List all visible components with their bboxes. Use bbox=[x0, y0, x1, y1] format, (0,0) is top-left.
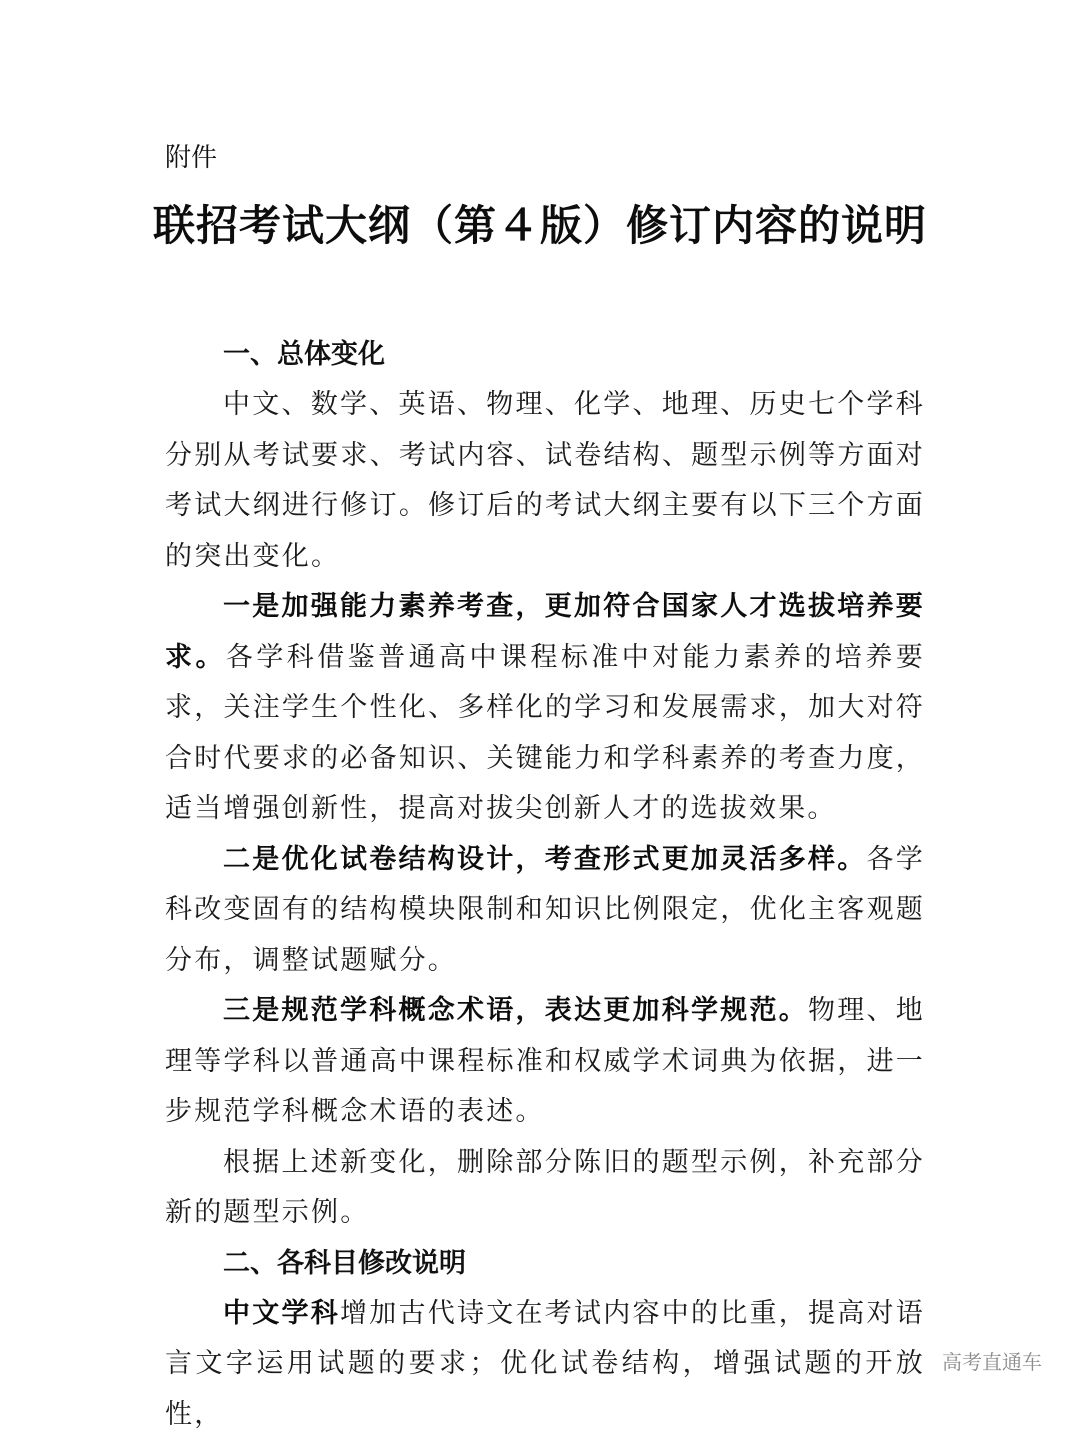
paragraph-bold-lead: 二是优化试卷结构设计，考查形式更加灵活多样。 bbox=[223, 844, 867, 875]
paragraph-text: 各学科借鉴普通高中课程标准中对能力素养的培养要求，关注学生个性化、多样化的学习和发展需求，加大对符合时代要求的必备知识、关键能力和学科素养的考查力度，适当增强创新性，提高对拔尖创新人才的选拔效果。 bbox=[165, 642, 925, 825]
paragraph-bold-lead: 中文学科 bbox=[223, 1298, 340, 1329]
paragraph-point-three bbox=[165, 986, 925, 1138]
paragraph-text: 根据上述新变化，删除部分陈旧的题型示例，补充部分新的题型示例。 bbox=[165, 1147, 925, 1229]
paragraph-point-two bbox=[165, 835, 925, 987]
paragraph-text: 中文、数学、英语、物理、化学、地理、历史七个学科分别从考试要求、考试内容、试卷结构、题型示例等方面对考试大纲进行修订。修订后的考试大纲主要有以下三个方面的突出变化。 bbox=[165, 389, 925, 572]
section-heading-overall-changes: 一、总体变化 bbox=[165, 330, 925, 380]
document-title: 联招考试大纲（第４版）修订内容的说明 bbox=[0, 196, 1080, 256]
paragraph-chinese-subject bbox=[165, 1289, 925, 1440]
watermark-label: 高考直通车 bbox=[942, 1349, 1042, 1375]
paragraph-bold-lead: 三是规范学科概念术语，表达更加科学规范。 bbox=[223, 995, 808, 1026]
paragraph-bold-lead: 一是加强能力素养考查，更加符合国家人才选拔培养要求。 bbox=[165, 591, 925, 673]
paragraph-text: 增加古代诗文在考试内容中的比重，提高对语言文字运用试题的要求；优化试卷结构，增强试题的开放性， bbox=[165, 1298, 925, 1430]
attachment-label: 附件 bbox=[165, 140, 217, 176]
paragraph-summary bbox=[165, 1138, 925, 1239]
paragraph-overview bbox=[165, 380, 925, 582]
paragraph-point-one bbox=[165, 582, 925, 835]
section-heading-subject-changes: 二、各科目修改说明 bbox=[165, 1239, 925, 1289]
paragraph-text: 物理、地理等学科以普通高中课程标准和权威学术词典为依据，进一步规范学科概念术语的表述。 bbox=[165, 995, 925, 1127]
paragraph-text: 各学科改变固有的结构模块限制和知识比例限定，优化主客观题分布，调整试题赋分。 bbox=[165, 844, 925, 976]
document-body bbox=[165, 330, 925, 1440]
